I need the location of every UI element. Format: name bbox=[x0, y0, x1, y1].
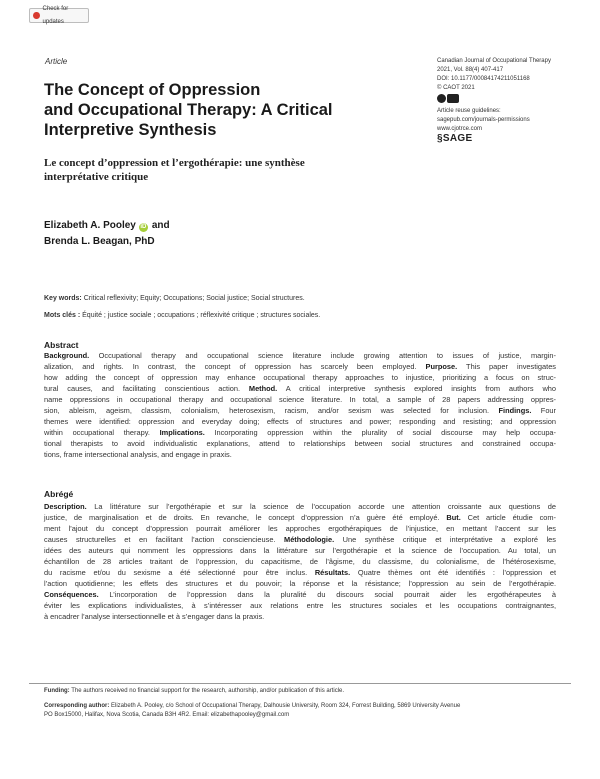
text-run: Incorporating oppression within the plurality of social discourse may help occupa- bbox=[204, 428, 557, 437]
text-line bbox=[44, 438, 556, 449]
title-line: The Concept of Oppression bbox=[44, 81, 261, 99]
journal-reuse-link[interactable]: sagepub.com/journals-permissions bbox=[437, 117, 530, 123]
text-line bbox=[44, 501, 556, 512]
section-label: Purpose. bbox=[425, 362, 458, 371]
section-label: Résultats. bbox=[314, 568, 351, 577]
abrege-body bbox=[44, 501, 556, 622]
text-run: ment l’ajout du concept d’oppression pourrait améliorer les approches ergothérapiques de l’injustice, en mettant l’accent sur les bbox=[44, 524, 556, 533]
text-run: échantillon de 28 articles traitant de l’oppression, du capacitisme, de l’âgisme, du classisme, du colonialisme, de l’hétérosexisme, bbox=[44, 557, 556, 566]
text-run: name oppressions in occupational therapy and occupational science literature. In total, a sample of 28 papers addressing oppres- bbox=[44, 395, 556, 404]
journal-site-link[interactable]: www.cjotrce.com bbox=[437, 126, 483, 132]
corresponding-author bbox=[44, 702, 564, 720]
subtitle-line: interprétative critique bbox=[44, 171, 149, 183]
text-run: Quatre thèmes ont été identifiés : l’oppression et bbox=[350, 568, 556, 577]
text-run: idées des auteurs qui nomment les oppressions dans la littérature sur l’ergothérapie et la science de l’occupation. Au total, un bbox=[44, 546, 556, 555]
text-line bbox=[44, 534, 556, 545]
text-run: justice, de marginalisation et de droits. En revanche, le concept d’oppression n’a guère été employé. bbox=[44, 513, 447, 522]
journal-volume: 2021, Vol. 88(4) 407-417 bbox=[437, 67, 504, 73]
text-run: alization, and rights. In contrast, the concept of oppression has scarcely been employed. bbox=[44, 362, 426, 371]
text-run: Four bbox=[531, 406, 557, 415]
text-line bbox=[44, 611, 556, 622]
text-line bbox=[44, 361, 556, 372]
text-line bbox=[44, 449, 556, 460]
author-conjunction: and bbox=[151, 220, 170, 231]
section-label: Method. bbox=[248, 384, 278, 393]
abrege-heading: Abrégé bbox=[44, 489, 74, 499]
keywords-text: Critical reflexivity; Equity; Occupations; Social justice; Social structures. bbox=[83, 295, 305, 302]
article-subtitle-fr bbox=[44, 156, 374, 184]
text-line bbox=[44, 383, 556, 394]
text-line bbox=[44, 556, 556, 567]
corresponding-line: Elizabeth A. Pooley, c/o School of Occupational Therapy, Dalhousie University, Room 324, Forrest Building, 5869 University Avenue bbox=[111, 703, 461, 709]
sage-logo: §SAGE bbox=[437, 133, 473, 144]
journal-doi[interactable]: DOI: 10.1177/00084174211051168 bbox=[437, 76, 530, 82]
corresponding-label: Corresponding author: bbox=[44, 703, 110, 709]
text-run: how adding the concept of oppression may enhance occupational therapy approaches to injustice, prioritizing a focus on struc- bbox=[44, 373, 556, 382]
section-label: But. bbox=[446, 513, 461, 522]
keywords-text: Équité ; justice sociale ; occupations ; réflexivité critique ; structures sociales. bbox=[82, 312, 321, 319]
text-run: tural causes, and facilitating conscientious action. bbox=[44, 384, 249, 393]
text-run: causes structurelles et en facilitant l’action consciencieuse. bbox=[44, 535, 285, 544]
text-line bbox=[44, 372, 556, 383]
title-line: Interpretive Synthesis bbox=[44, 121, 217, 139]
funding-label: Funding: bbox=[44, 688, 70, 694]
author-name[interactable]: Elizabeth A. Pooley bbox=[44, 220, 136, 231]
text-run: L’incorporation de l’oppression dans la pluralité du discours social pourrait aider les ergothérapeutes à bbox=[98, 590, 556, 599]
section-label: Méthodologie. bbox=[284, 535, 335, 544]
text-run: sion, ableism, ageism, classism, colonialism, heterosexism, racism, and/or sexism was selected for inclusion. bbox=[44, 406, 499, 415]
keywords-fr bbox=[44, 311, 320, 320]
creative-commons-icon bbox=[437, 94, 459, 103]
text-run: This paper investigates bbox=[457, 362, 556, 371]
check-for-updates-badge[interactable] bbox=[29, 5, 89, 25]
abstract-heading: Abstract bbox=[44, 340, 79, 350]
text-line bbox=[44, 512, 556, 523]
crossmark-icon bbox=[33, 12, 40, 19]
title-line: and Occupational Therapy: A Critical bbox=[44, 101, 333, 119]
section-label: Description. bbox=[44, 502, 87, 511]
abstract-body bbox=[44, 350, 556, 460]
text-line bbox=[44, 416, 556, 427]
corresponding-line: PO Box15000, Halifax, Nova Scotia, Canada B3H 4R2. Email: elizabethapooley@gmail.com bbox=[44, 712, 290, 718]
text-run: du racisme et/ou du sexisme a été sélectionné pour être inclus. bbox=[44, 568, 315, 577]
text-run: Cet article étudie com- bbox=[460, 513, 556, 522]
text-run: tions, frame intersectional analysis, and engage in praxis. bbox=[44, 450, 232, 459]
text-run: A critical interpretive synthesis explored insights from authors who bbox=[277, 384, 556, 393]
author-list bbox=[44, 218, 170, 250]
article-title bbox=[44, 80, 404, 140]
keywords-label: Key words: bbox=[44, 295, 82, 302]
text-run: La littérature sur l’ergothérapie et sur la science de l’occupation accorde une attention croissante aux questions de bbox=[86, 502, 556, 511]
text-run: themes were identified: oppression and everyday doing; effects of structures and power; responding and resisting; and oppression bbox=[44, 417, 556, 426]
journal-copyright: © CAOT 2021 bbox=[437, 85, 475, 91]
check-for-updates-label: Check for updates bbox=[42, 5, 69, 25]
funding-note bbox=[44, 687, 564, 696]
keywords-label: Mots clés : bbox=[44, 312, 81, 319]
text-line bbox=[44, 589, 556, 600]
keywords-en bbox=[44, 294, 305, 303]
section-label: Implications. bbox=[159, 428, 205, 437]
text-line bbox=[44, 523, 556, 534]
author-name[interactable]: Brenda L. Beagan, PhD bbox=[44, 236, 155, 247]
text-line bbox=[44, 578, 556, 589]
text-line bbox=[44, 350, 556, 361]
subtitle-line: Le concept d’oppression et l’ergothérapie: une synthèse bbox=[44, 157, 305, 169]
text-line bbox=[44, 567, 556, 578]
text-run: Occupational therapy and occupational science literature include growing attention to issues of justice, margin- bbox=[89, 351, 556, 360]
text-line bbox=[44, 427, 556, 438]
journal-name: Canadian Journal of Occupational Therapy bbox=[437, 58, 551, 64]
text-run: within occupational therapy. bbox=[44, 428, 160, 437]
orcid-icon[interactable]: iD bbox=[140, 224, 147, 230]
text-line bbox=[44, 545, 556, 556]
text-run: tional therapists to avoid individualistic explanations, attend to relationships between social structures and constrained occupa- bbox=[44, 439, 556, 448]
journal-info bbox=[437, 57, 551, 143]
text-run: à encadrer l’analyse intersectionnelle et à s’engager dans la praxis. bbox=[44, 612, 265, 621]
text-line bbox=[44, 405, 556, 416]
text-run: Une synthèse critique et interprétative a exploré les bbox=[334, 535, 556, 544]
text-run: l’action quotidienne; les effets des structures et du pouvoir; la réponse et la résistance; l’oppression au sein de l’ergothérapie. bbox=[44, 579, 556, 588]
text-run: éviter les explications individualistes, à s’intéresser aux relations entre les structures sociales et les occupations contraignantes, bbox=[44, 601, 556, 610]
article-type: Article bbox=[45, 57, 68, 66]
text-line bbox=[44, 600, 556, 611]
section-label: Conséquences. bbox=[44, 590, 99, 599]
footnote-divider bbox=[29, 683, 571, 684]
journal-reuse: Article reuse guidelines: bbox=[437, 108, 501, 114]
section-label: Findings. bbox=[498, 406, 532, 415]
text-line bbox=[44, 394, 556, 405]
section-label: Background. bbox=[44, 351, 90, 360]
funding-text: The authors received no financial support for the research, authorship, and/or publication of this article. bbox=[71, 688, 345, 694]
